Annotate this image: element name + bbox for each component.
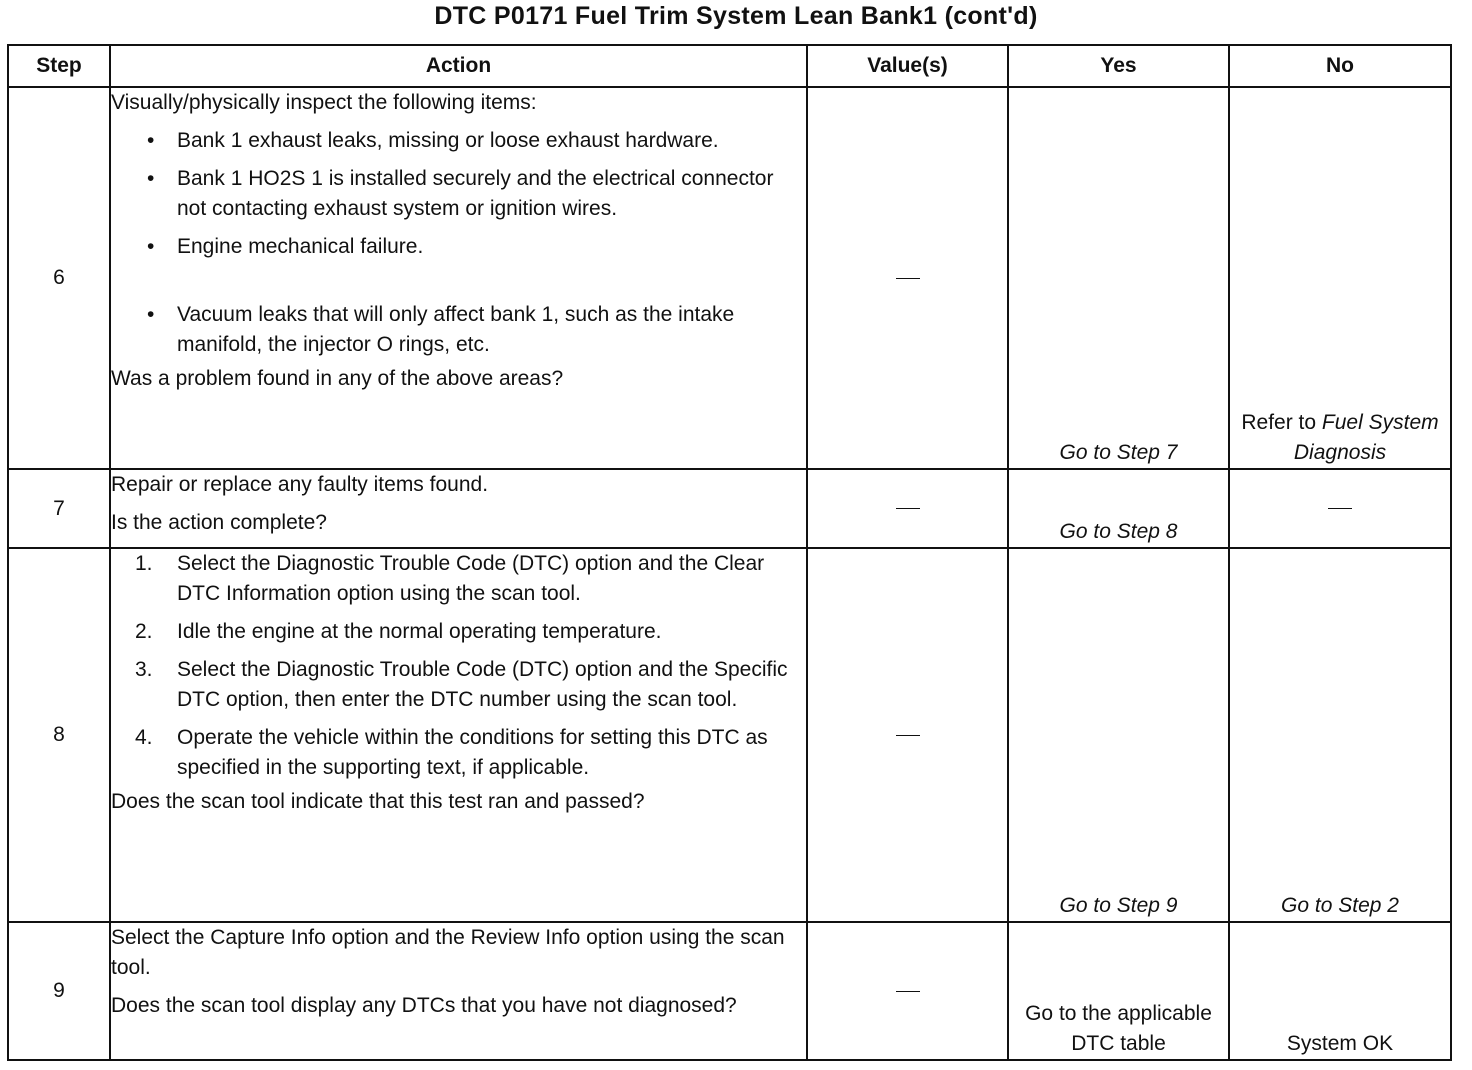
list-item-text: Bank 1 HO2S 1 is installed securely and the electrical connector not contacting exhaust system or ignition wires. [177, 167, 774, 220]
bullet: • [147, 303, 155, 326]
no-cell [1229, 87, 1451, 469]
dash-mark [1328, 508, 1352, 509]
bullet: • [147, 167, 155, 190]
value-cell [807, 922, 1008, 1060]
value-cell [807, 469, 1008, 548]
no-prefix: Refer to [1241, 411, 1322, 434]
action-question: Is the action complete? [111, 511, 327, 534]
action-question: Does the scan tool display any DTCs that you have not diagnosed? [111, 994, 737, 1017]
yes-cell: Go to the applicable DTC table [1008, 922, 1229, 1060]
value-cell [807, 87, 1008, 469]
action-cell [110, 922, 807, 1060]
list-item [111, 723, 806, 783]
table-row [8, 87, 1451, 469]
list-item [111, 300, 806, 360]
action-text: Select the Capture Info option and the Review Info option using the scan tool. [111, 926, 785, 979]
table-row [8, 469, 1451, 548]
no-cell: Go to Step 2 [1229, 548, 1451, 922]
bullet: • [147, 129, 155, 152]
header-yes: Yes [1008, 45, 1229, 87]
step-number: 8 [8, 548, 110, 922]
list-number: 2. [135, 620, 153, 643]
dash-mark [896, 991, 920, 992]
bullet: • [147, 235, 155, 258]
list-item [111, 655, 806, 715]
action-question: Was a problem found in any of the above areas? [111, 367, 564, 390]
action-cell [110, 469, 807, 548]
header-step: Step [8, 45, 110, 87]
value-cell [807, 548, 1008, 922]
action-text: Repair or replace any faulty items found. [111, 473, 489, 496]
no-link-text: Fuel System Diagnosis [1293, 411, 1439, 464]
list-item-text: Idle the engine at the normal operating temperature. [177, 620, 662, 643]
list-number: 4. [135, 726, 153, 749]
list-item-text: Select the Diagnostic Trouble Code (DTC) option and the Specific DTC option, then enter the DTC number using the scan tool. [177, 658, 788, 711]
list-number: 1. [135, 552, 153, 575]
list-item [111, 549, 806, 609]
list-item [111, 164, 806, 224]
no-cell: System OK [1229, 922, 1451, 1060]
action-question: Does the scan tool indicate that this test ran and passed? [111, 790, 645, 813]
table-row [8, 922, 1451, 1060]
dash-mark [896, 735, 920, 736]
list-item [111, 126, 806, 156]
step-number: 7 [8, 469, 110, 548]
list-item [111, 617, 806, 647]
step-number: 6 [8, 87, 110, 469]
action-cell [110, 87, 807, 469]
table-row [8, 548, 1451, 922]
header-action: Action [110, 45, 807, 87]
yes-cell: Go to Step 8 [1008, 469, 1229, 548]
list-item [111, 232, 806, 262]
step-number: 9 [8, 922, 110, 1060]
list-item-text: Engine mechanical failure. [177, 235, 424, 258]
yes-cell: Go to Step 9 [1008, 548, 1229, 922]
dash-mark [896, 278, 920, 279]
dash-mark [896, 508, 920, 509]
action-intro: Visually/physically inspect the following items: [111, 91, 537, 114]
page-title: DTC P0171 Fuel Trim System Lean Bank1 (cont'd) [434, 2, 1038, 30]
list-item-text: Operate the vehicle within the conditions for setting this DTC as specified in the supporting text, if applicable. [177, 726, 768, 779]
table-header-row [8, 45, 1451, 87]
header-values: Value(s) [807, 45, 1008, 87]
dtc-table [7, 44, 1452, 1061]
list-number: 3. [135, 658, 153, 681]
list-item-text: Bank 1 exhaust leaks, missing or loose exhaust hardware. [177, 129, 719, 152]
no-cell [1229, 469, 1451, 548]
list-item-text: Vacuum leaks that will only affect bank 1, such as the intake manifold, the injector O rings, etc. [177, 303, 735, 356]
action-cell [110, 548, 807, 922]
yes-cell: Go to Step 7 [1008, 87, 1229, 469]
list-item-text: Select the Diagnostic Trouble Code (DTC) option and the Clear DTC Information option using the scan tool. [177, 552, 765, 605]
header-no: No [1229, 45, 1451, 87]
